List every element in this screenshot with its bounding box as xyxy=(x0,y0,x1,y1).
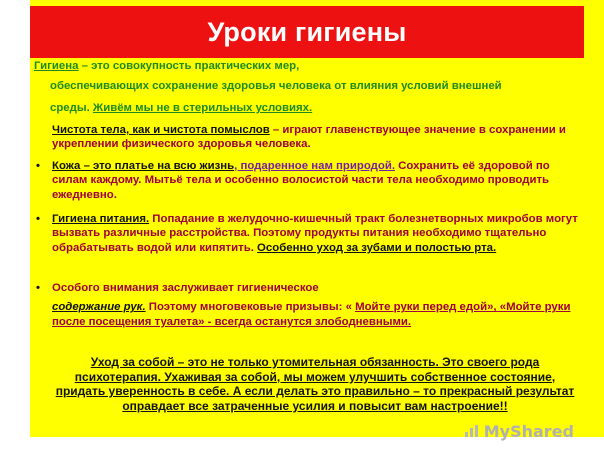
closing-text: это не только утомительная обязанность. Это своего рода психотерапия. Ухаживая за собой, мы можем улучшить собственное состояние, придать уверенность в себе. А если делать это правильно – то прекрасный результат оправдает все затраченные усилия и повысит вам настроение!! xyxy=(55,355,575,413)
watermark-logo-icon xyxy=(464,424,480,438)
intro-term: Гигиена xyxy=(34,60,79,72)
skin-link: , подаренное нам природой. xyxy=(234,160,396,172)
food-body: Попадание в желудочно-кишечный тракт болезнетворных микробов могут вызвать различные расстройства. Поэтому продукты питания необходимо тщательно обрабатывать водой или кипятить. xyxy=(52,213,578,254)
bullet-marker: • xyxy=(36,160,40,172)
bullet-marker: • xyxy=(36,213,40,225)
intro-text-1: – это совокупность практических мер, xyxy=(78,60,300,72)
bullet-food xyxy=(36,212,584,255)
intro-text-3a: среды. xyxy=(50,102,93,114)
watermark xyxy=(464,422,574,441)
cleanliness-lead: Чистота тела, как и чистота помыслов xyxy=(52,124,270,136)
intro-line-1 xyxy=(34,59,582,73)
intro-line-2: обеспечивающих сохранение здоровья человека от влияния условий внешней xyxy=(50,80,502,92)
hands-body xyxy=(36,300,584,329)
food-text xyxy=(36,212,584,255)
hands-intro: Особого внимания заслуживает гигиеническое xyxy=(52,282,319,294)
cleanliness-text: – играют главенствующее значение в сохранении и укреплении физического здоровья человека. xyxy=(52,124,566,151)
cleanliness-paragraph xyxy=(52,123,584,152)
slide-content xyxy=(30,59,584,437)
closing-lead: Уход за собой – xyxy=(90,355,188,369)
skin-body: Сохранить её здоровой по силам каждому. Мытьё тела и особенно волосистой части тела необходимо проводить ежедневно. xyxy=(52,160,550,201)
food-tail: Особенно уход за зубами и полостью рта. xyxy=(257,241,497,254)
intro-sterile: Живём мы не в стерильных условиях. xyxy=(92,102,313,114)
skin-lead: Кожа – это платье на всю жизнь xyxy=(52,160,235,172)
hands-mid: Поэтому многовековые призывы: « xyxy=(145,301,356,314)
bullet-skin xyxy=(36,159,584,202)
intro-line-3 xyxy=(50,101,584,115)
closing-paragraph xyxy=(50,355,580,413)
bullet-marker: • xyxy=(36,282,40,294)
slide-title: Уроки гигиены xyxy=(30,6,584,58)
watermark-text: MyShared xyxy=(483,422,574,441)
bullet-hands xyxy=(36,281,584,329)
skin-text xyxy=(36,159,584,202)
hands-quote: Мойте руки перед едой», «Мойте руки после посещения туалета» - всегда останутся злободневными. xyxy=(52,301,571,328)
hands-lead: содержание рук. xyxy=(52,301,146,314)
food-lead: Гигиена питания. xyxy=(52,213,150,225)
